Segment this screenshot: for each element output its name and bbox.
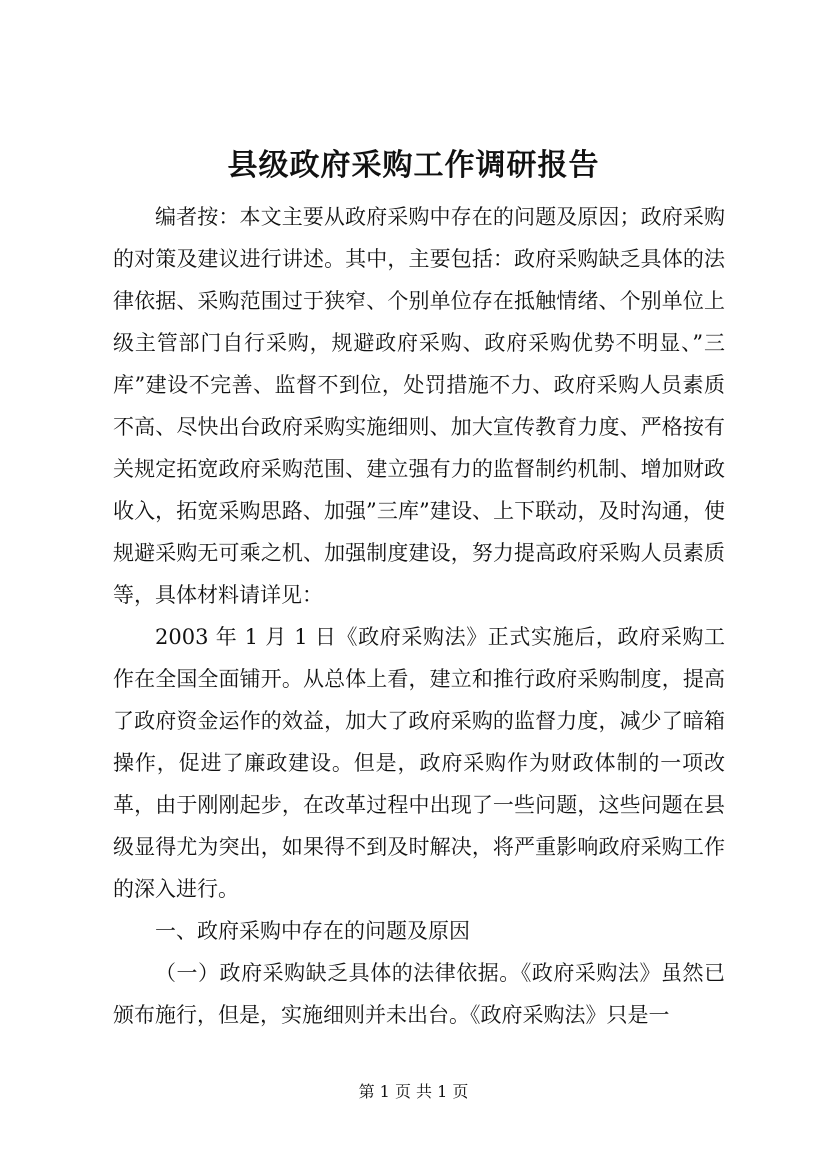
page-footer: 第 1 页 共 1 页 [358, 1082, 469, 1101]
subsection-paragraph: （一）政府采购缺乏具体的法律依据。《政府采购法》虽然已颁布施行，但是，实施细则并未出台。《政府采购法》只是一 [113, 961, 725, 1027]
intro-paragraph: 2003 年 1 月 1 日《政府采购法》正式实施后，政府采购工作在全国全面铺开。从总体上看，建立和推行政府采购制度，提高了政府资金运作的效益，加大了政府采购的监督力度，减少了暗箱操作，促进了廉政建设。但是，政府采购作为财政体制的一项改革，由于刚刚起步，在改革过程中出现了一些问题，这些问题在县级显得尤为突出，如果得不到及时解决，将严重影响政府采购工作的深入进行。 [113, 625, 725, 901]
section-heading: 一、政府采购中存在的问题及原因 [155, 919, 470, 943]
document-title: 县级政府采购工作调研报告 [227, 148, 600, 183]
editor-note-paragraph: 编者按：本文主要从政府采购中存在的问题及原因；政府采购的对策及建议进行讲述。其中，主要包括：政府采购缺乏具体的法律依据、采购范围过于狭窄、个别单位存在抵触情绪、个别单位上级主管部门自行采购，规避政府采购、政府采购优势不明显、”三库”建设不完善、监督不到位，处罚措施不力、政府采购人员素质不高、尽快出台政府采购实施细则、加大宣传教育力度、严格按有关规定拓宽政府采购范围、建立强有力的监督制约机制、增加财政收入，拓宽采购思路、加强”三库”建设、上下联动，及时沟通，使规避采购无可乘之机、加强制度建设，努力提高政府采购人员素质等，具体材料请详见： [113, 205, 725, 607]
document-body [113, 196, 725, 1036]
